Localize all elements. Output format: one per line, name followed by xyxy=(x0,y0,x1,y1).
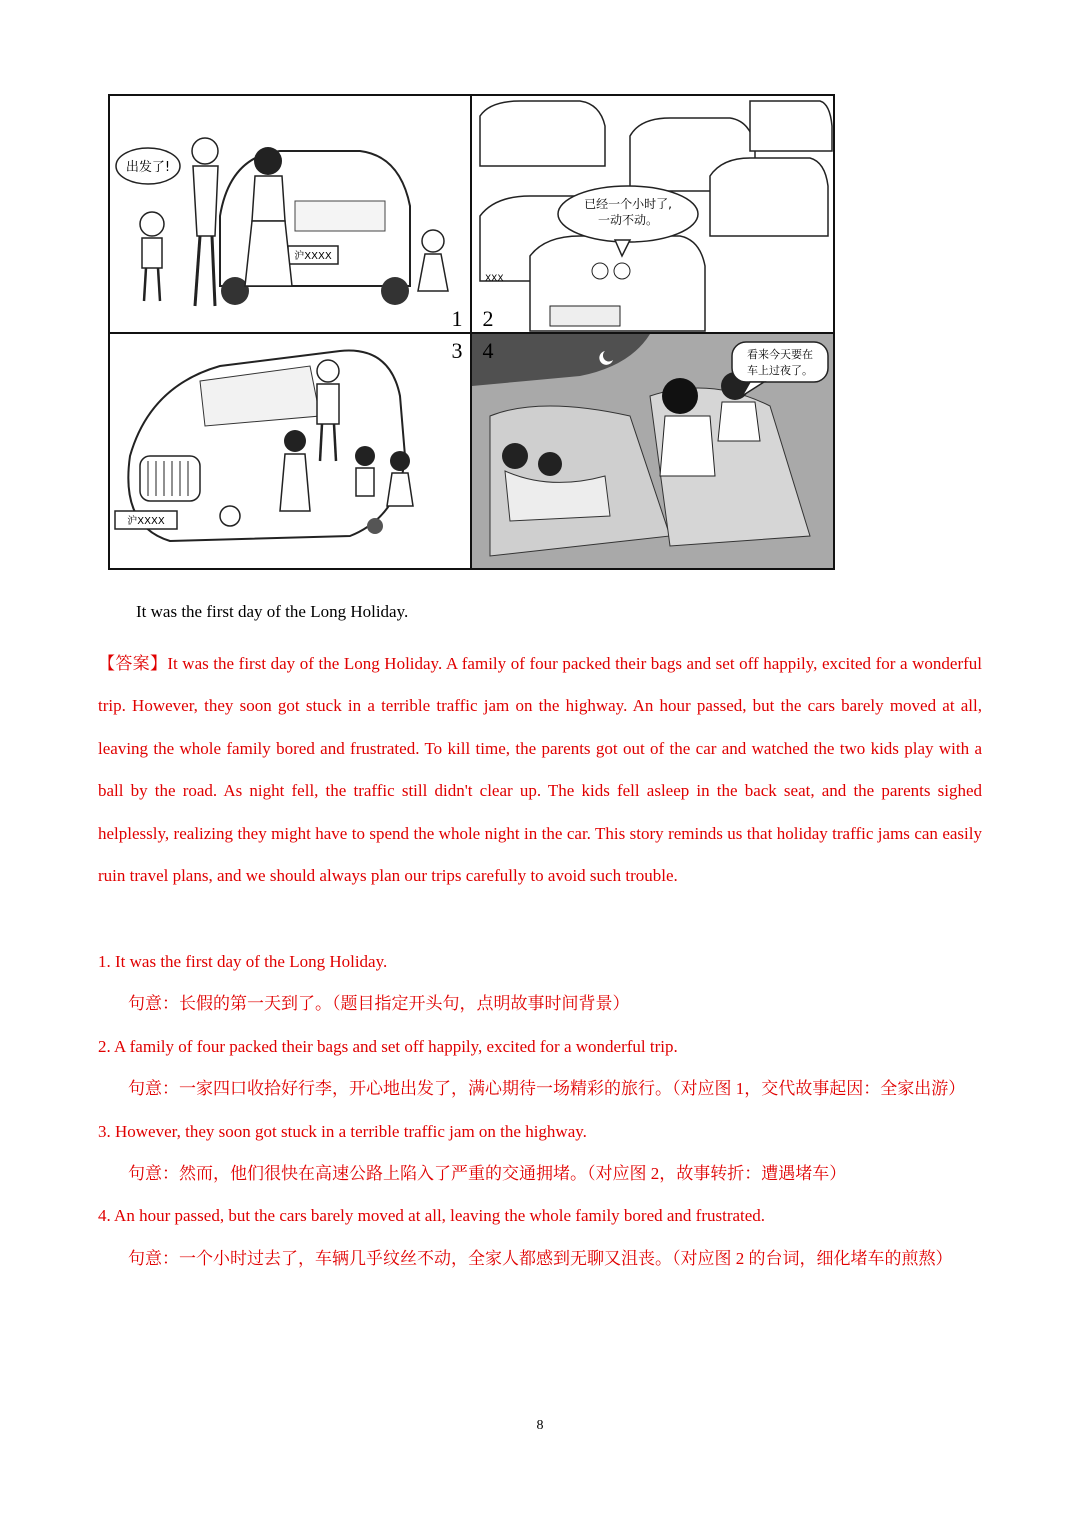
panel-2 xyxy=(480,101,832,331)
panel-number-3: 3 xyxy=(451,338,463,363)
sentence-3: 3. However, they soon got stuck in a terrible traffic jam on the highway. xyxy=(98,1121,587,1141)
sentence-2-meaning: 句意：一家四口收拾好行李，开心地出发了，满心期待一场精彩的旅行。（对应图 1，交代故事起因：全家出游） xyxy=(128,1079,966,1099)
sentence-1-meaning: 句意：长假的第一天到了。（题目指定开头句，点明故事时间背景） xyxy=(128,994,630,1014)
panel-3 xyxy=(115,338,463,541)
plate-text: 沪XXXX xyxy=(294,251,332,262)
panel-number-2: 2 xyxy=(482,306,494,331)
panel-number-1: 1 xyxy=(451,306,463,331)
answer-tag: 【答案】 xyxy=(98,654,168,673)
speech-bubble-1: 出发了! xyxy=(125,160,171,175)
speech-bubble-4-line-1: 看来今天要在 xyxy=(747,348,813,361)
plate-text: XXX xyxy=(485,274,504,284)
speech-bubble-4-line-2: 车上过夜了。 xyxy=(747,364,813,377)
answer-text: It was the first day of the Long Holiday. A family of four packed their bags and set off happily, excited for a wonderful trip. However, they soon got stuck in a terrible traffic jam on the highway. An hour passed, but the cars barely moved at all, leaving the whole family bored and frustrated. To kill time, the parents got out of the car and watched the two kids play with a ball by the road. As night fell, the traffic still didn't clear up. The kids fell asleep in the back seat, and the parents sighed helplessly, realizing they might have to spend the whole night in the car. This story reminds us that holiday traffic jams can easily ruin travel plans, and we should always plan our trips carefully to avoid such trouble. xyxy=(98,654,982,886)
comic-strip xyxy=(108,94,835,570)
panel-4 xyxy=(472,334,833,568)
sentence-1: 1. It was the first day of the Long Holiday. xyxy=(98,952,388,971)
speech-bubble-2-line-2: 一动不动。 xyxy=(597,213,659,227)
sentence-3-meaning: 句意：然而，他们很快在高速公路上陷入了严重的交通拥堵。（对应图 2，故事转折：遭遇堵车） xyxy=(128,1164,847,1184)
plate-text: 沪XXXX xyxy=(127,516,165,527)
writing-prompt: It was the first day of the Long Holiday. xyxy=(136,602,409,621)
sentence-4-meaning: 句意：一个小时过去了，车辆几乎纹丝不动，全家人都感到无聊又沮丧。（对应图 2 的台词，细化堵车的煎熬） xyxy=(128,1248,953,1268)
sentence-4: 4. An hour passed, but the cars barely moved at all, leaving the whole family bored and frustrated. xyxy=(98,1206,766,1226)
sentence-2: 2. A family of four packed their bags and set off happily, excited for a wonderful trip. xyxy=(98,1036,678,1056)
speech-bubble-2-line-1: 已经一个小时了, xyxy=(584,197,672,211)
page-number: 8 xyxy=(536,1418,544,1433)
sentence-analysis-list xyxy=(98,941,982,1280)
panel-1 xyxy=(116,138,463,331)
panel-number-4: 4 xyxy=(482,338,494,363)
answer-paragraph xyxy=(98,643,982,897)
